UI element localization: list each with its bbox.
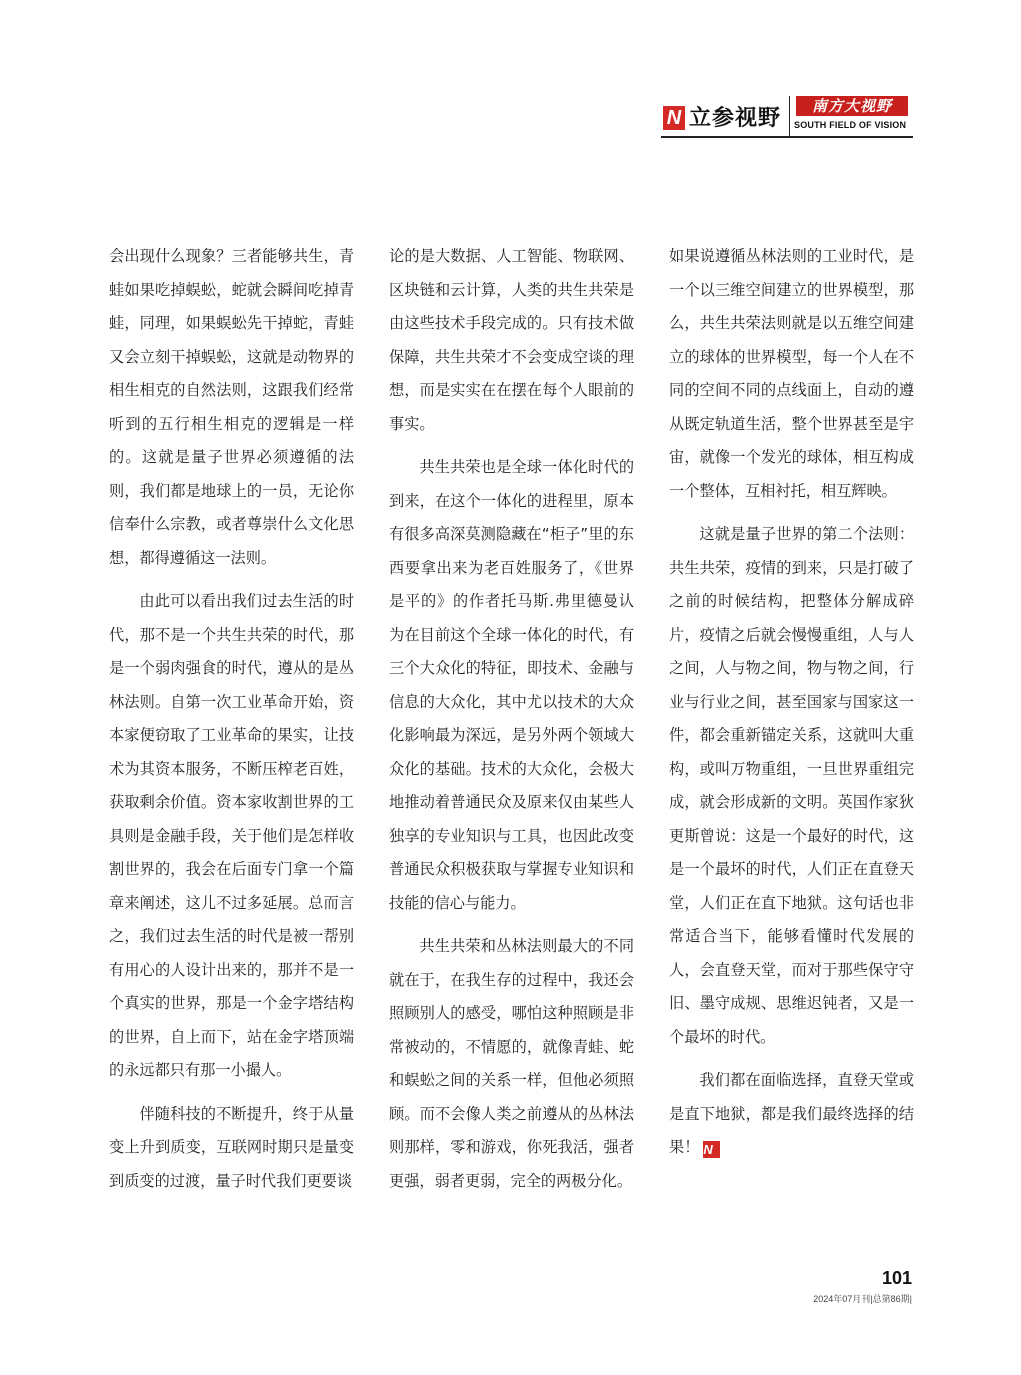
brand-english-name: SOUTH FIELD OF VISION bbox=[794, 120, 907, 130]
paragraph: 这就是量子世界的第二个法则：共生共荣，疫情的到来，只是打破了之前的时候结构，把整体分解成碎片，疫情之后就会慢慢重组，人与人之间，人与物之间，物与物之间，行业与行业之间，甚至国家与国家这一件，都会重新锚定关系，这就叫大重构，或叫万物重组，一旦世界重组完成，就会形成新的文明。英国作家狄更斯曾说：这是一个最好的时代，这是一个最坏的时代，人们正在直登天堂，人们正在直下地狱。这句话也非常适合当下，能够看懂时代发展的人，会直登天堂，而对于那些保守守旧、墨守成规、思维迟钝者，又是一个最坏的时代。 bbox=[669, 525, 914, 1046]
paragraph: 共生共荣和丛林法则最大的不同就在于，在我生存的过程中，我还会照顾别人的感受，哪怕这种照顾是非常被动的，不情愿的，就像青蛙、蛇和蜈蚣之间的关系一样，但他必须照顾。而不会像人类之前遵从的丛林法则那样，零和游戏，你死我活，强者更强，弱者更弱，完全的两极分化。 bbox=[389, 937, 634, 1190]
text-column-2 bbox=[389, 240, 634, 1198]
section-title: 立参视野 bbox=[689, 105, 782, 131]
text-column-3 bbox=[669, 240, 914, 1165]
text-column-1 bbox=[109, 240, 354, 1198]
page-header bbox=[661, 94, 913, 140]
brand-logo: 南方大视野 bbox=[796, 96, 908, 116]
n-logo-icon: N bbox=[663, 106, 685, 130]
issue-info: 2024年07月刊|总第86期| bbox=[813, 1294, 912, 1304]
page-number: 101 bbox=[881, 1268, 912, 1288]
header-rule bbox=[661, 136, 913, 138]
paragraph: 如果说遵循丛林法则的工业时代，是一个以三维空间建立的世界模型，那么，共生共荣法则就是以五维空间建立的球体的世界模型，每一个人在不同的空间不同的点线面上，自动的遵从既定轨道生活，整个世界甚至是宇宙，就像一个发光的球体，相互构成一个整体，互相衬托，相互辉映。 bbox=[669, 247, 914, 500]
paragraph: 会出现什么现象？三者能够共生，青蛙如果吃掉蜈蚣，蛇就会瞬间吃掉青蛙，同理，如果蜈蚣先干掉蛇，青蛙又会立刻干掉蜈蚣，这就是动物界的相生相克的自然法则，这跟我们经常听到的五行相生相克的逻辑是一样的。这就是量子世界必须遵循的法则，我们都是地球上的一员，无论你信奉什么宗教，或者尊崇什么文化思想，都得遵循这一法则。 bbox=[109, 247, 354, 567]
paragraph: 论的是大数据、人工智能、物联网、区块链和云计算，人类的共生共荣是由这些技术手段完成的。只有技术做保障，共生共荣才不会变成空谈的理想，而是实实在在摆在每个人眼前的事实。 bbox=[389, 247, 634, 433]
paragraph-text: 我们都在面临选择，直登天堂或是直下地狱，都是我们最终选择的结果！ bbox=[669, 1071, 914, 1156]
last-paragraph bbox=[669, 1064, 914, 1165]
paragraph: 由此可以看出我们过去生活的时代，那不是一个共生共荣的时代，那是一个弱肉强食的时代，遵从的是丛林法则。自第一次工业革命开始，资本家便窃取了工业革命的果实，让技术为其资本服务，不断压榨老百姓，获取剩余价值。资本家收割世界的工具则是金融手段，关于他们是怎样收割世界的，我会在后面专门拿一个篇章来阐述，这儿不过多延展。总而言之，我们过去生活的时代是被一帮别有用心的人设计出来的，那并不是一个真实的世界，那是一个金字塔结构的世界，自上而下，站在金字塔顶端的永远都只有那一小撮人。 bbox=[109, 592, 354, 1079]
header-divider bbox=[789, 96, 790, 136]
end-mark-icon: N bbox=[703, 1141, 720, 1158]
paragraph: 伴随科技的不断提升，终于从量变上升到质变，互联网时期只是量变到质变的过渡，量子时代我们更要谈 bbox=[109, 1104, 354, 1190]
paragraph: 共生共荣也是全球一体化时代的到来，在这个一体化的进程里，原本有很多高深莫测隐藏在“柜子”里的东西要拿出来为老百姓服务了，《世界是平的》的作者托马斯.弗里德曼认为在目前这个全球一体化的时代，有三个大众化的特征，即技术、金融与信息的大众化，其中尤以技术的大众化影响最为深远，是另外两个领域大众化的基础。技术的大众化，会极大地推动着普通民众及原来仅由某些人独享的专业知识与工具，也因此改变普通民众积极获取与掌握专业知识和技能的信心与能力。 bbox=[389, 458, 634, 912]
